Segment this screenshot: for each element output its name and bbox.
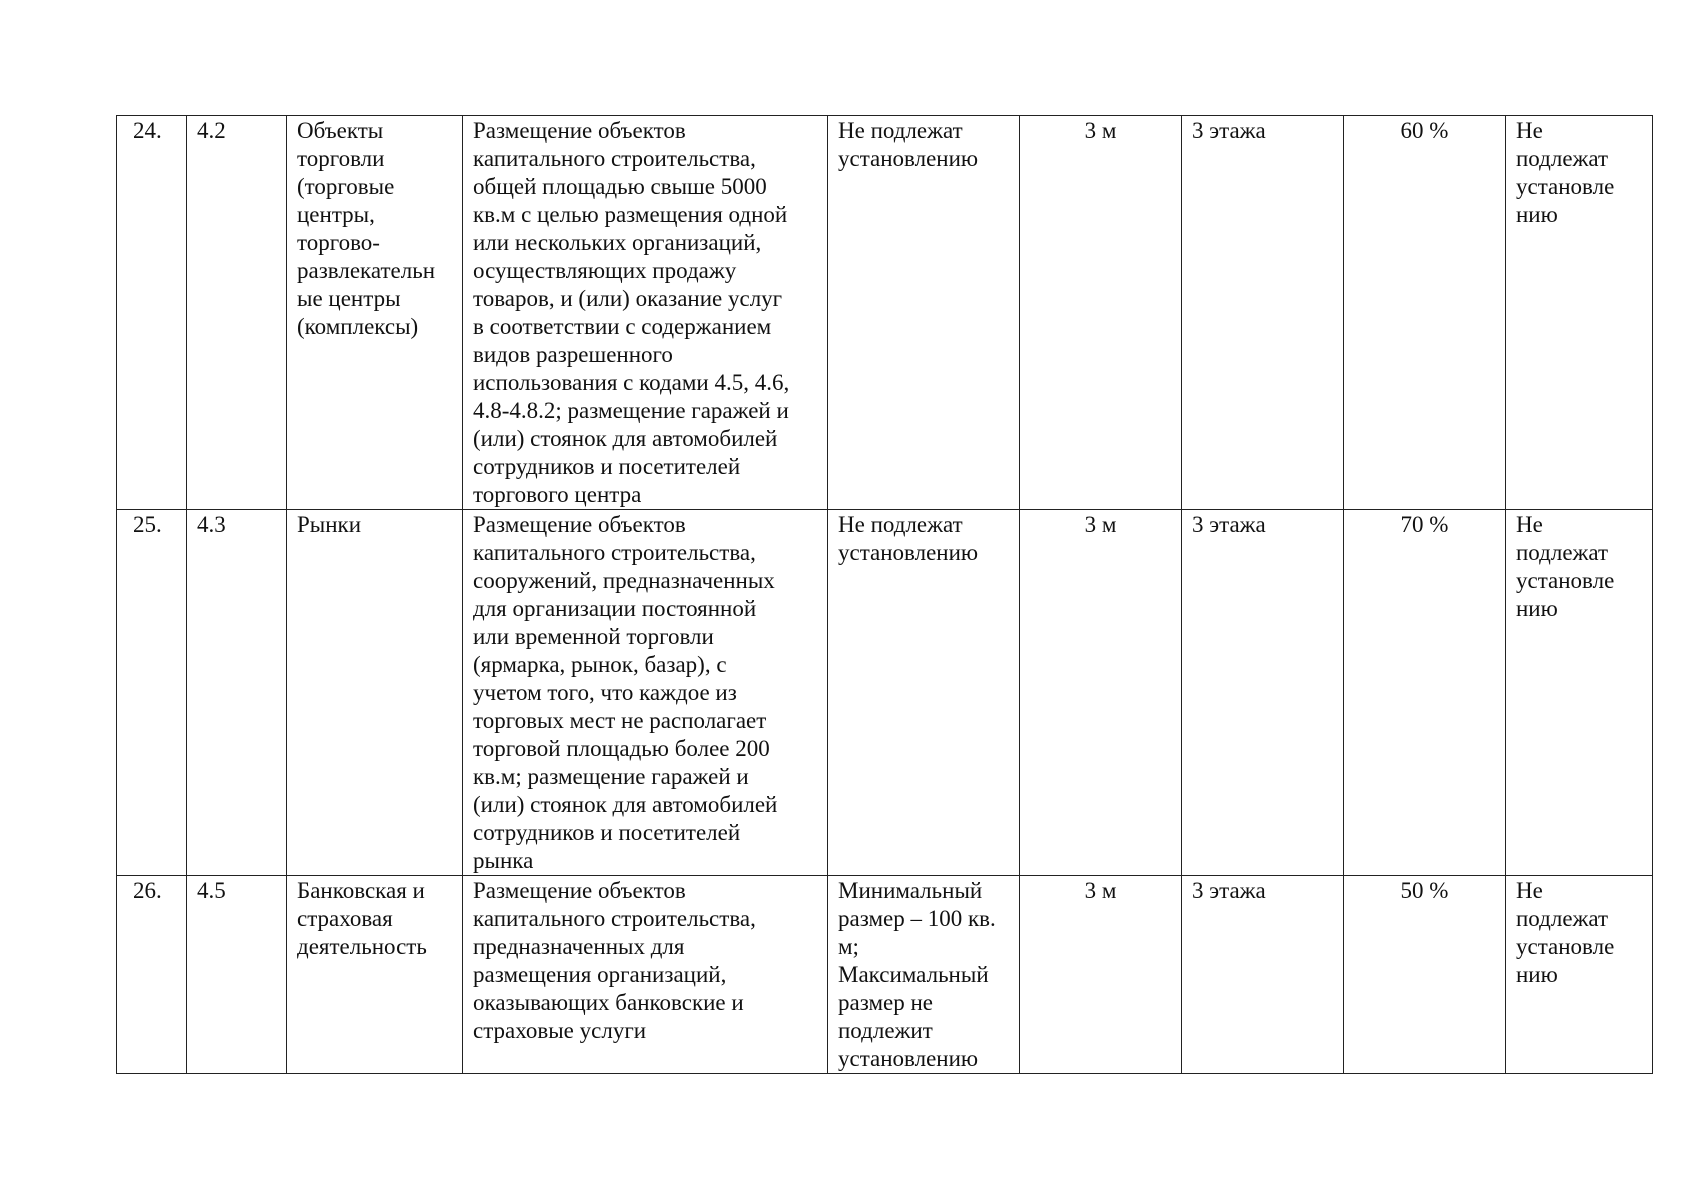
- min-setback: 3 м: [1020, 510, 1182, 876]
- usage-name: Банковская и страховая деятельность: [287, 876, 463, 1074]
- table-row: [117, 876, 1653, 1074]
- plot-size: Не подлежат установлению: [828, 510, 1020, 876]
- other-params: Не подлежат установле нию: [1506, 510, 1653, 876]
- usage-name: Рынки: [287, 510, 463, 876]
- row-number: 25.: [117, 510, 187, 876]
- usage-name: Объекты торговли (торговые центры, торгово- развлекательн ые центры (комплексы): [287, 116, 463, 510]
- usage-code: 4.3: [187, 510, 287, 876]
- usage-description: Размещение объектов капитального строительства, общей площадью свыше 5000 кв.м с целью размещения одной или нескольких организаций, осуществляющих продажу товаров, и (или) оказание услуг в соответствии с содержанием видов разрешенного использования с кодами 4.5, 4.6, 4.8-4.8.2; размещение гаражей и (или) стоянок для автомобилей сотрудников и посетителей торгового центра: [463, 116, 828, 510]
- max-floors: 3 этажа: [1182, 876, 1344, 1074]
- plot-size: Не подлежат установлению: [828, 116, 1020, 510]
- table-row: [117, 510, 1653, 876]
- max-floors: 3 этажа: [1182, 510, 1344, 876]
- row-number: 26.: [117, 876, 187, 1074]
- min-setback: 3 м: [1020, 876, 1182, 1074]
- row-number: 24.: [117, 116, 187, 510]
- usage-code: 4.5: [187, 876, 287, 1074]
- max-coverage: 60 %: [1344, 116, 1506, 510]
- other-params: Не подлежат установле нию: [1506, 116, 1653, 510]
- min-setback: 3 м: [1020, 116, 1182, 510]
- usage-description: Размещение объектов капитального строительства, сооружений, предназначенных для организации постоянной или временной торговли (ярмарка, рынок, базар), с учетом того, что каждое из торговых мест не располагает торговой площадью более 200 кв.м; размещение гаражей и (или) стоянок для автомобилей сотрудников и посетителей рынка: [463, 510, 828, 876]
- table-row: [117, 116, 1653, 510]
- regulations-table: [116, 115, 1653, 1074]
- other-params: Не подлежат установле нию: [1506, 876, 1653, 1074]
- usage-description: Размещение объектов капитального строительства, предназначенных для размещения организаций, оказывающих банковские и страховые услуги: [463, 876, 828, 1074]
- plot-size: Минимальный размер – 100 кв. м; Максимальный размер не подлежит установлению: [828, 876, 1020, 1074]
- usage-code: 4.2: [187, 116, 287, 510]
- max-floors: 3 этажа: [1182, 116, 1344, 510]
- max-coverage: 50 %: [1344, 876, 1506, 1074]
- max-coverage: 70 %: [1344, 510, 1506, 876]
